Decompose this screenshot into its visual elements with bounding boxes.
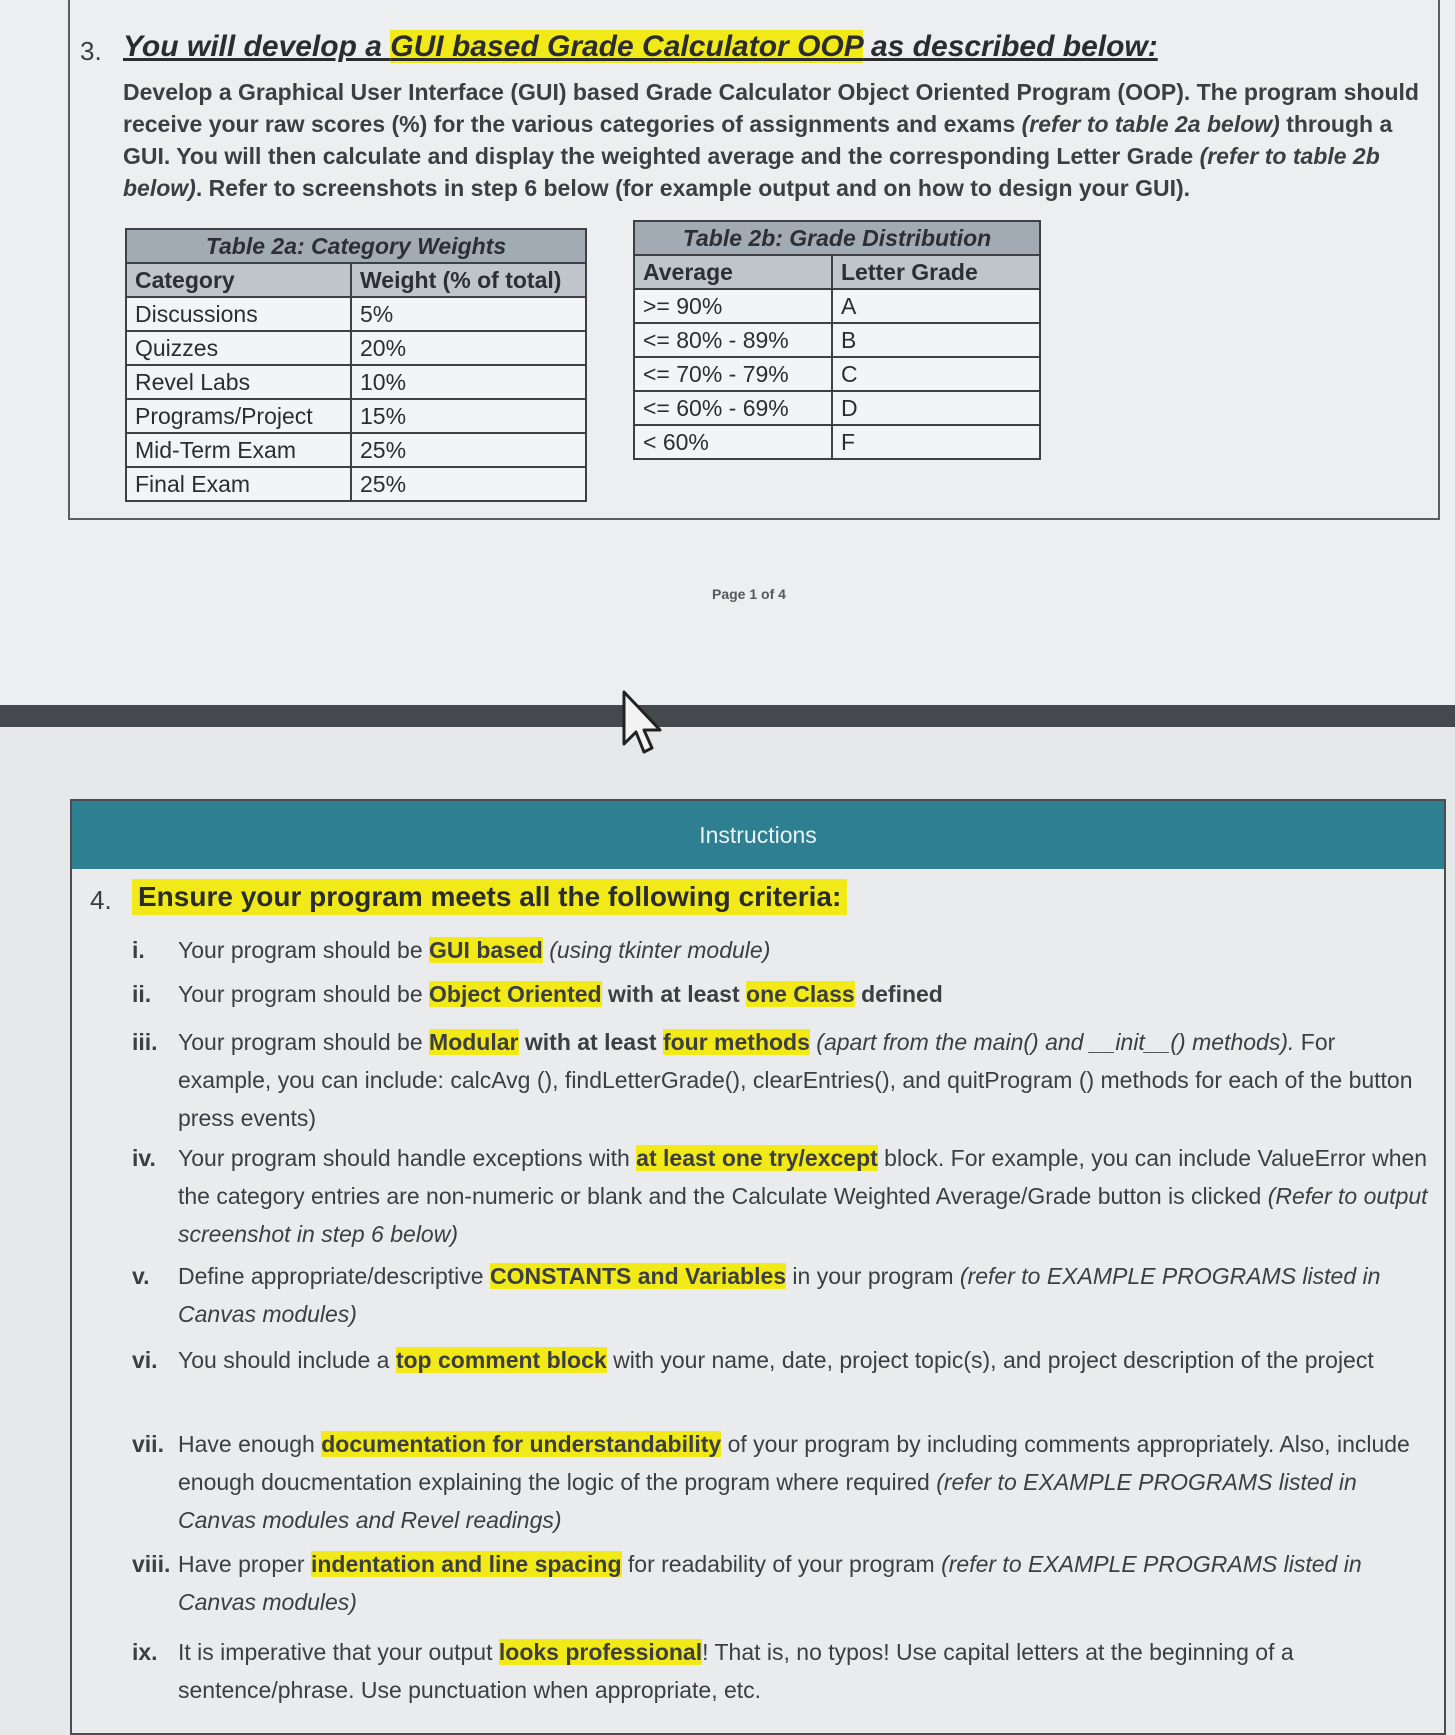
- document-page-1: [0, 0, 1455, 705]
- criteria-item: ix. It is imperative that your output looks professional! That is, no typos! Use capital letters at the beginning of a sentence/phrase. Use punctuation when appropriate, etc.: [132, 1639, 1294, 1703]
- table-cell: B: [832, 323, 1040, 357]
- table-row: [126, 467, 586, 501]
- mouse-cursor-icon: [620, 690, 664, 756]
- table-row: [126, 399, 586, 433]
- table-cell: F: [832, 425, 1040, 459]
- table-row: [634, 289, 1040, 323]
- table-cell: Mid-Term Exam: [126, 433, 351, 467]
- page-divider: [0, 705, 1455, 727]
- criteria-item: vi. You should include a top comment block with your name, date, project topic(s), and project description of the project: [132, 1347, 1374, 1373]
- criteria-item: v. Define appropriate/descriptive CONSTANTS and Variables in your program (refer to EXAMPLE PROGRAMS listed in Canvas modules): [132, 1263, 1381, 1327]
- table-cell: C: [832, 357, 1040, 391]
- criteria-item: iii. Your program should be Modular with at least four methods (apart from the main() and __init__() methods). For example, you can include: calcAvg (), findLetterGrade(), clearEntries(), and quitProgram () methods for each of the button press events): [132, 1029, 1413, 1131]
- table-cell: Revel Labs: [126, 365, 351, 399]
- section-4-number: 4.: [90, 885, 112, 915]
- table-cell: 25%: [351, 433, 586, 467]
- table-row: [126, 433, 586, 467]
- table-cell: <= 60% - 69%: [634, 391, 832, 425]
- table-cell: D: [832, 391, 1040, 425]
- section-3-paragraph: Develop a Graphical User Interface (GUI) based Grade Calculator Object Oriented Program (OOP). The program should receive your raw scores (%) for the various categories of assignments and exams (refer to table 2a below) through a GUI. You will then calculate and display the weighted average and the corresponding Letter Grade (refer to table 2b below). Refer to screenshots in step 6 below (for example output and on how to design your GUI).: [123, 79, 1419, 201]
- table-caption: Table 2b: Grade Distribution: [634, 221, 1040, 255]
- table-cell: 25%: [351, 467, 586, 501]
- table-cell: 5%: [351, 297, 586, 331]
- table-cell: 10%: [351, 365, 586, 399]
- column-header: Category: [126, 263, 351, 297]
- table-row: [126, 365, 586, 399]
- section-3-number: 3.: [80, 36, 102, 66]
- instructions-header: Instructions: [72, 801, 1444, 869]
- table-cell: <= 80% - 89%: [634, 323, 832, 357]
- table-cell: Discussions: [126, 297, 351, 331]
- column-header: Letter Grade: [832, 255, 1040, 289]
- table-cell: < 60%: [634, 425, 832, 459]
- criteria-item: i. Your program should be GUI based (using tkinter module): [132, 937, 771, 963]
- table-cell: 20%: [351, 331, 586, 365]
- title-highlight: GUI based Grade Calculator OOP: [390, 30, 863, 63]
- criteria-item: viii. Have proper indentation and line spacing for readability of your program (refer to EXAMPLE PROGRAMS listed in Canvas modules): [132, 1551, 1362, 1615]
- table-category-weights: [125, 228, 587, 502]
- table-caption: Table 2a: Category Weights: [126, 229, 586, 263]
- table-cell: Quizzes: [126, 331, 351, 365]
- table-cell: Programs/Project: [126, 399, 351, 433]
- table-row: [126, 331, 586, 365]
- table-cell: 15%: [351, 399, 586, 433]
- criteria-item: vii. Have enough documentation for understandability of your program by including comments appropriately. Also, include enough doucmentation explaining the logic of the program where required (refer to EXAMPLE PROGRAMS listed in Canvas modules and Revel readings): [132, 1431, 1410, 1533]
- table-row: [634, 425, 1040, 459]
- column-header: Weight (% of total): [351, 263, 586, 297]
- table-row: [634, 357, 1040, 391]
- page-number: Page 1 of 4: [712, 586, 786, 602]
- section-3-title: You will develop a GUI based Grade Calculator OOP as described below:: [123, 30, 1158, 63]
- criteria-item: ii. Your program should be Object Oriented with at least one Class defined: [132, 981, 943, 1007]
- table-row: [126, 297, 586, 331]
- table-cell: A: [832, 289, 1040, 323]
- section-4-title: Ensure your program meets all the following criteria:: [132, 879, 847, 915]
- table-row: [634, 323, 1040, 357]
- table-cell: <= 70% - 79%: [634, 357, 832, 391]
- table-cell: Final Exam: [126, 467, 351, 501]
- document-page-2: [0, 727, 1455, 1735]
- table-cell: >= 90%: [634, 289, 832, 323]
- instructions-box: [70, 799, 1446, 1735]
- table-row: [634, 391, 1040, 425]
- criteria-item: iv. Your program should handle exceptions with at least one try/except block. For example, you can include ValueError when the category entries are non-numeric or blank and the Calculate Weighted Average/Grade button is clicked (Refer to output screenshot in step 6 below): [132, 1145, 1428, 1247]
- table-grade-distribution: [633, 220, 1041, 460]
- column-header: Average: [634, 255, 832, 289]
